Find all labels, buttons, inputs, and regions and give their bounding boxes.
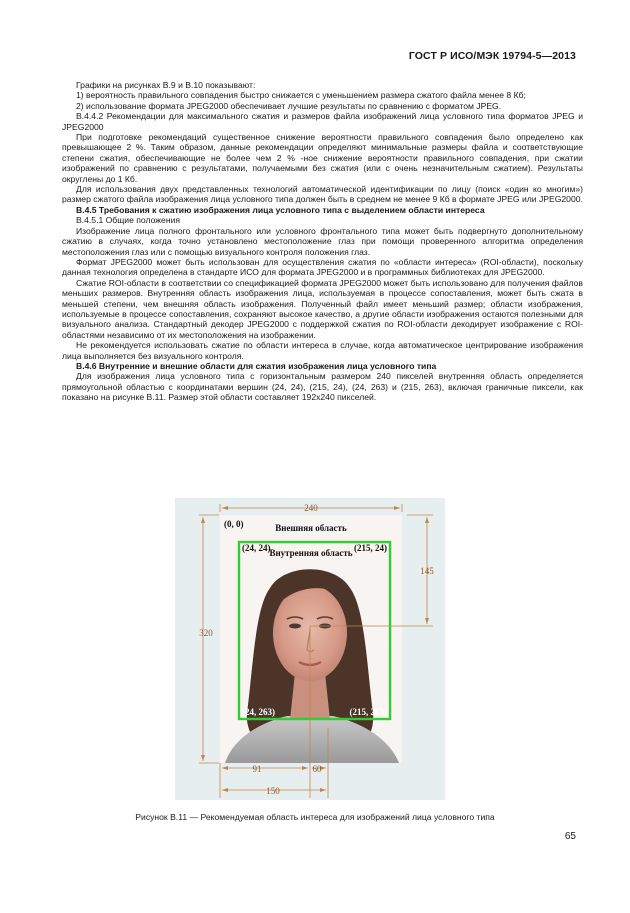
paragraph: В.4.4.2 Рекомендации для максимального сжатия и размеров файла изображений лица условного типа форматов JPEG и JPEG2000 [62, 111, 583, 132]
dim-eye-line-label: 145 [420, 566, 434, 576]
paragraph: 1) вероятность правильного совпадения быстро снижается с уменьшением размера сжатого файла менее 8 Кб; [76, 90, 526, 101]
dim-bottom-label: 150 [266, 786, 280, 796]
inner-area-label: Внутренняя область [269, 548, 353, 558]
figure-roi-diagram [175, 498, 445, 800]
corner-tr-label: (215, 24) [354, 543, 387, 553]
dim-left-label: 91 [252, 764, 262, 774]
page-number: 65 [564, 831, 576, 842]
body-text [62, 80, 583, 403]
paragraph: Для изображения лица условного типа с горизонтальным размером 240 пикселей внутренняя область определяется прямоугольной областью с координатами вершин (24, 24), (215, 24), (24, 263) и (215, 263), включая граничные пиксели, как показано на рисунке В.11. Размер этой области составляет 192x240 пикселей. [62, 371, 583, 403]
section-heading: В.4.6 Внутренние и внешние области для сжатия изображения лица условного типа [76, 360, 437, 371]
paragraph: Формат JPEG2000 может быть использован для осуществления сжатия по «области интереса» (ROI-области), поскольку данная технология определена в стандарте ИСО для формата JPEG2000 и в программных библиотеках для JPEG2000. [62, 256, 583, 278]
origin-label: (0, 0) [224, 519, 244, 529]
paragraph: Сжатие ROI-области в соответствии со спецификацией формата JPEG2000 может быть использовано для получения файлов меньших размеров. Внутренняя область изображения лица, используемая в процессе сопоставления, может быть сжата в меньшей степени, чем внешняя область изображения. Полученный файл имеет меньший размер; области изображения, используемые в процессе сопоставления, сохраняют высокое качество, а другие области изображения остаются полезными для визуального анализа. Стандартный декодер JPEG2000 с поддержкой сжатия по ROI-области декодирует изображение с ROI-областями независимо от их местоположения на изображении. [62, 277, 583, 340]
paragraph: Для использования двух представленных технологий автоматической идентификации по лицу (поиск «один ко многим») размер сжатого файла изображения лица условного типа должен быть в среднем не менее 9 Кб в формате JPEG или JPEG2000. [62, 184, 583, 205]
paragraph: Не рекомендуется использовать сжатие по области интереса в случае, когда автоматическое центрирование изображения лица выполняется без визуального контроля. [62, 340, 583, 361]
corner-bl-label: (24, 263) [242, 707, 275, 717]
paragraph: При подготовке рекомендаций существенное снижение вероятности правильного совпадения было определено как превышающее 2 %. Таким образом, данные рекомендации определяют минимальные размеры файла и соответствующие степени сжатия, обеспечивающие не более чем 2 % -ное снижение вероятности правильного совпадения, при сжатии изображений по сравнению с результатами, получаемыми без сжатия (или с очень незначительным сжатием). Результаты округлены до 1 Кб. [62, 132, 583, 184]
document-header: ГОСТ Р ИСО/МЭК 19794-5—2013 [408, 50, 576, 62]
left-eye [289, 624, 301, 629]
section-heading: В.4.5 Требования к сжатию изображения лица условного типа с выделением области интереса [76, 204, 485, 215]
outer-area-label: Внешняя область [275, 523, 347, 533]
dim-height-label: 320 [199, 628, 213, 638]
roi-diagram-svg [175, 498, 445, 800]
paragraph: Графики на рисунках В.9 и В.10 показывают: [76, 80, 256, 90]
paragraph: В.4.5.1 Общие положения [76, 215, 181, 226]
paragraph: 2) использование формата JPEG2000 обеспечивает лучшие результаты по сравнению с форматом JPEG. [76, 100, 502, 111]
dim-width-label: 240 [304, 503, 318, 513]
figure-caption: Рисунок В.11 — Рекомендуемая область интереса для изображений лица условного типа [135, 812, 495, 822]
corner-br-label: (215, 263) [349, 707, 387, 717]
dim-center-offset-label: 60 [312, 764, 322, 774]
corner-tl-label: (24, 24) [242, 543, 271, 553]
paragraph: Изображение лица полного фронтального или условного фронтального типа может быть подвергнуто дополнительному сжатию в случаях, когда точно установлено местоположение глаз при помощи проверенного алгоритма определения местоположения глаз или с помощью визуального контроля положения глаз. [62, 225, 583, 257]
